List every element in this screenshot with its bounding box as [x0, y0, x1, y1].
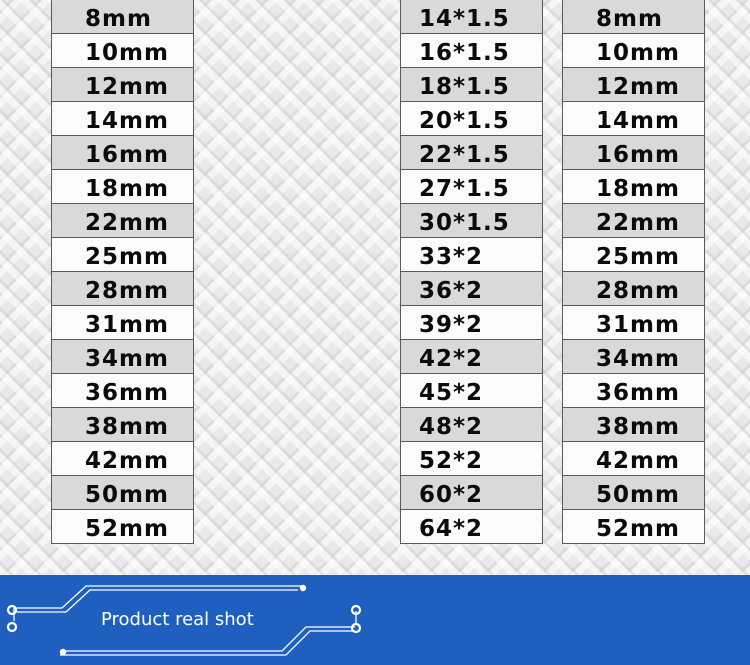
size-cell: 18*1.5	[401, 68, 542, 102]
size-cell: 22*1.5	[401, 136, 542, 170]
size-cell: 14mm	[52, 102, 193, 136]
size-cell: 25mm	[52, 238, 193, 272]
size-cell: 8mm	[563, 0, 704, 34]
size-cell: 42*2	[401, 340, 542, 374]
size-cell: 31mm	[52, 306, 193, 340]
size-cell: 38mm	[52, 408, 193, 442]
size-column-left	[51, 0, 194, 544]
size-cell: 48*2	[401, 408, 542, 442]
size-cell: 31mm	[563, 306, 704, 340]
size-cell: 16mm	[563, 136, 704, 170]
size-cell: 25mm	[563, 238, 704, 272]
size-cell: 45*2	[401, 374, 542, 408]
banner-title: Product real shot	[101, 609, 254, 630]
size-cell: 20*1.5	[401, 102, 542, 136]
size-cell: 34mm	[563, 340, 704, 374]
size-cell: 36mm	[563, 374, 704, 408]
size-cell: 12mm	[52, 68, 193, 102]
size-cell: 42mm	[52, 442, 193, 476]
size-cell: 14*1.5	[401, 0, 542, 34]
size-cell: 14mm	[563, 102, 704, 136]
size-cell: 28mm	[52, 272, 193, 306]
size-column-right	[562, 0, 705, 544]
size-cell: 10mm	[563, 34, 704, 68]
size-cell: 36mm	[52, 374, 193, 408]
size-cell: 34mm	[52, 340, 193, 374]
size-cell: 64*2	[401, 510, 542, 543]
size-cell: 50mm	[52, 476, 193, 510]
size-cell: 30*1.5	[401, 204, 542, 238]
size-cell: 36*2	[401, 272, 542, 306]
size-cell: 52*2	[401, 442, 542, 476]
size-cell: 33*2	[401, 238, 542, 272]
product-banner	[0, 575, 750, 665]
size-cell: 16mm	[52, 136, 193, 170]
size-cell: 8mm	[52, 0, 193, 34]
size-column-middle	[400, 0, 543, 544]
size-cell: 16*1.5	[401, 34, 542, 68]
size-cell: 60*2	[401, 476, 542, 510]
size-cell: 52mm	[52, 510, 193, 543]
size-cell: 22mm	[52, 204, 193, 238]
size-cell: 12mm	[563, 68, 704, 102]
size-cell: 39*2	[401, 306, 542, 340]
size-cell: 42mm	[563, 442, 704, 476]
size-cell: 27*1.5	[401, 170, 542, 204]
size-cell: 38mm	[563, 408, 704, 442]
size-cell: 10mm	[52, 34, 193, 68]
size-cell: 22mm	[563, 204, 704, 238]
size-cell: 28mm	[563, 272, 704, 306]
size-cell: 18mm	[563, 170, 704, 204]
size-cell: 52mm	[563, 510, 704, 543]
size-cell: 50mm	[563, 476, 704, 510]
size-cell: 18mm	[52, 170, 193, 204]
